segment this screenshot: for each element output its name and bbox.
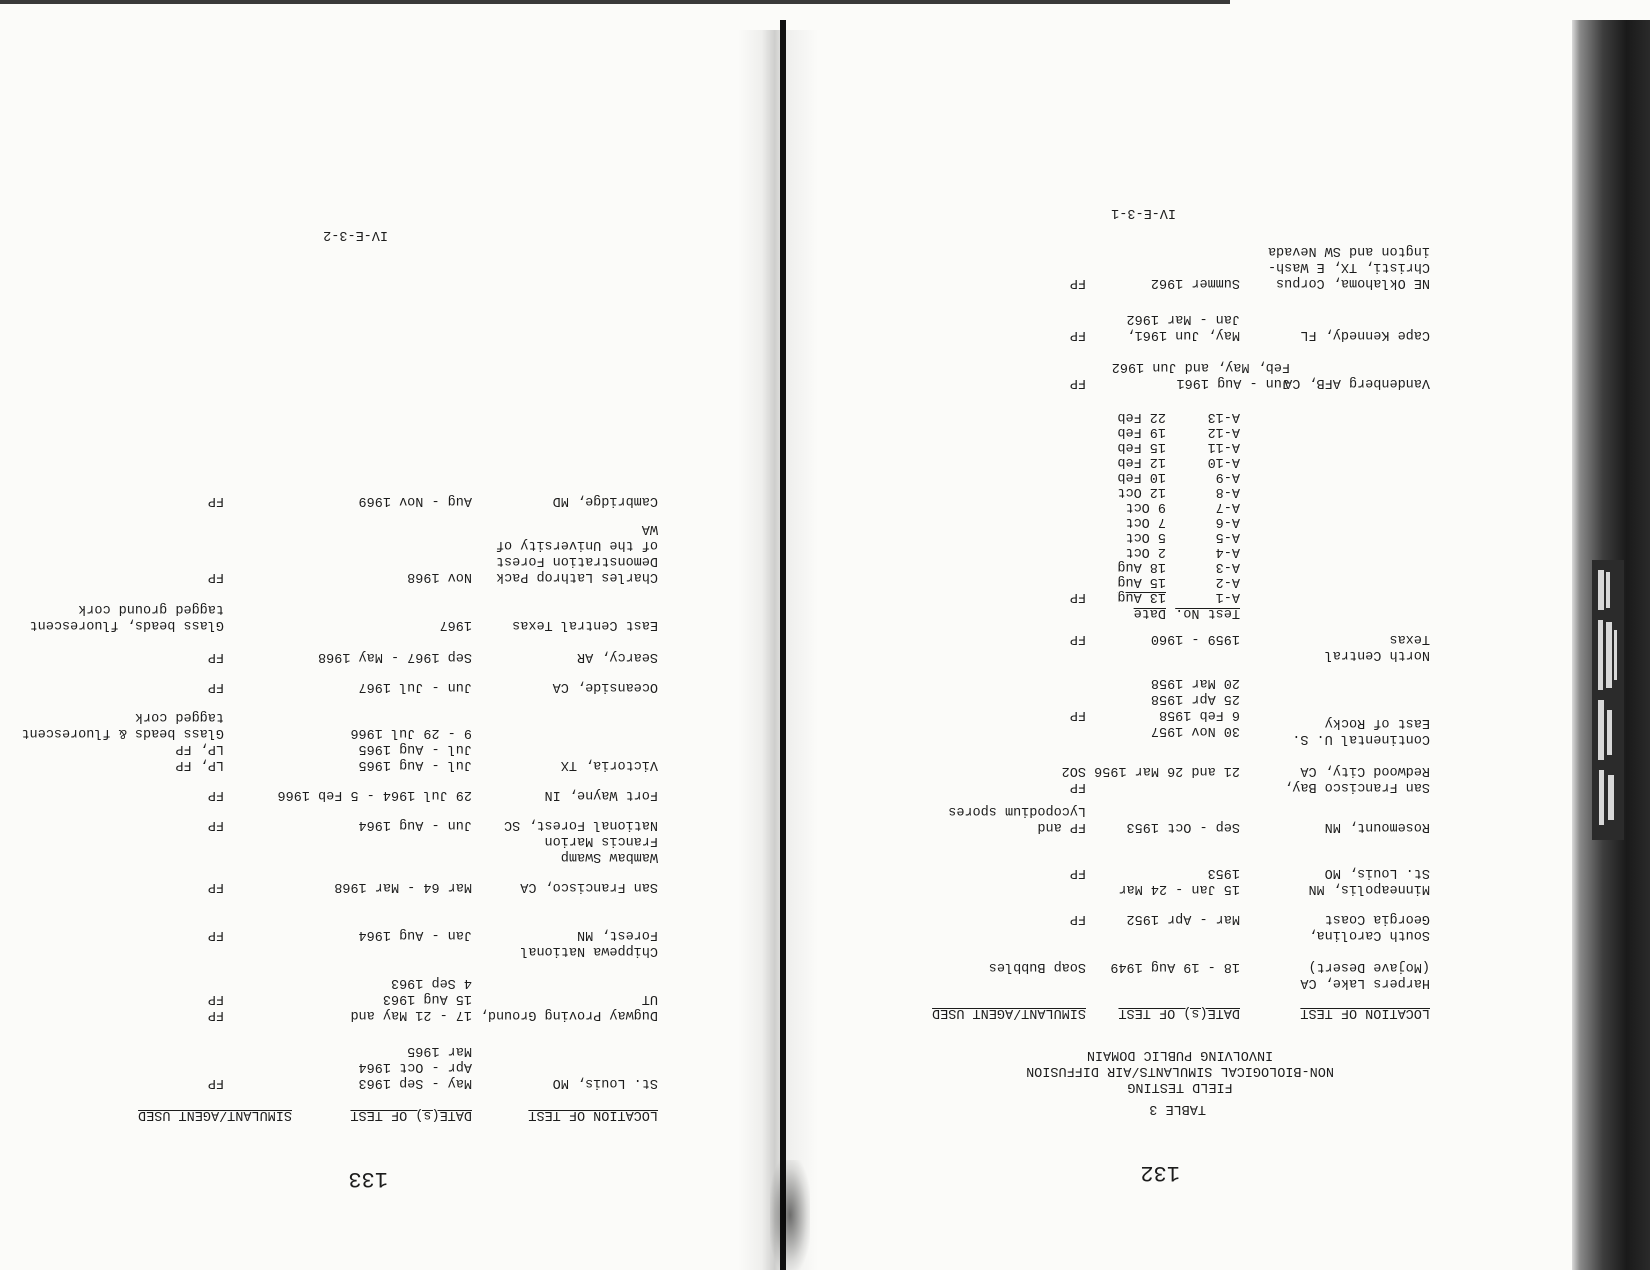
column-header-location: LOCATION OF TEST <box>1300 1005 1430 1020</box>
table-row-date: Mar - Apr 1952 <box>1126 911 1240 926</box>
table-row-location: Minneapolis, MN St. Louis, MO <box>1308 865 1430 896</box>
subtable-date: 7 Oct <box>1125 514 1166 529</box>
table-row-location: Continental U. S. East of Rocky <box>1292 715 1430 746</box>
table-row-location: Dugway Proving Ground, UT <box>479 991 658 1022</box>
table-row-date: 21 and 26 Mar 1956 <box>1094 763 1240 778</box>
subtable-agent: FP <box>1069 589 1086 604</box>
table-row-location: Chippewa National Forest, MN <box>520 927 658 958</box>
table-row-agent: FP <box>1069 911 1086 926</box>
table-title-line: INVOLVING PUBLIC DOMAIN <box>1086 1047 1274 1062</box>
table-row-date: Mar 64 - Mar 1968 <box>334 879 472 894</box>
column-header-agent: SIMULANT/AGENT USED <box>932 1005 1086 1020</box>
table-row-location: Searcy, AR <box>576 649 658 664</box>
table-row-location: Rosemount, MN <box>1324 819 1430 834</box>
table-row-date: Jun - Aug 1964 <box>358 817 472 832</box>
table-row-date: Nov 1968 <box>407 569 472 584</box>
table-row-location: East Central Texas <box>512 617 658 632</box>
subtable-date: 15 Aug <box>1117 574 1166 589</box>
table-row-location: St. Louis, MO <box>552 1075 658 1090</box>
table-row-date: Jan - Aug 1964 <box>358 927 472 942</box>
table-title-line: NON-BIOLOGICAL SIMULANTS/AIR DIFFUSION <box>1026 1063 1334 1078</box>
table-row-date: 15 Jan - 24 Mar 1953 <box>1118 865 1240 896</box>
table-row-location: Vandenberg AFB, CA <box>1284 375 1430 390</box>
table-row-location: NE Oklahoma, Corpus Christi, TX, E Wash- ington and SW Nevada <box>1267 243 1430 290</box>
subtable-test-no: A-5 <box>1215 529 1240 544</box>
table-row-date: 29 Jul 1964 - 5 Feb 1966 <box>277 787 472 802</box>
table-row-agent: FP FP <box>207 991 224 1022</box>
table-row-agent: FP <box>207 817 224 832</box>
table-row-date: 30 Nov 1957 6 Feb 1958 25 Apr 1958 20 Mar 1958 <box>1150 675 1240 738</box>
page-133 <box>0 0 770 1270</box>
column-header-location: LOCATION OF TEST <box>528 1107 658 1122</box>
subtable-test-no: A-2 <box>1215 574 1240 589</box>
subtable-date: 22 Feb <box>1117 409 1166 424</box>
subtable-date: 5 Oct <box>1125 529 1166 544</box>
table-row-location: Oceanside, CA <box>552 679 658 694</box>
column-header-date: DATE(s) OF TEST <box>1118 1005 1240 1020</box>
subtable-test-no: A-13 <box>1207 409 1240 424</box>
table-row-location: Cape Kennedy, FL <box>1300 327 1430 342</box>
table-row-agent: FP <box>207 1075 224 1090</box>
book-gutter <box>780 20 786 1270</box>
table-row-location: Victoria, TX <box>560 757 658 772</box>
table-row-date: Jun - Aug 1961 Feb, May, and Jun 1962 <box>1111 359 1290 390</box>
library-stamp-image <box>1592 560 1624 840</box>
subtable-date: 9 Oct <box>1125 499 1166 514</box>
table-row-date: Sep - Oct 1953 <box>1126 819 1240 834</box>
table-row-agent: FP <box>1069 865 1086 880</box>
table-row-agent: FP <box>207 649 224 664</box>
table-row-location: San Francisco Bay, Redwood City, CA <box>1284 763 1430 794</box>
table-row-agent: FP <box>207 679 224 694</box>
column-header-date: DATE(s) OF TEST <box>350 1107 472 1122</box>
subtable-test-no: A-6 <box>1215 514 1240 529</box>
table-row-agent: FP <box>1069 275 1086 290</box>
table-row-location: Harpers Lake, CA (Mojave Desert) <box>1300 959 1430 990</box>
page-number: 133 <box>348 1166 388 1191</box>
subtable-test-no: A-12 <box>1207 424 1240 439</box>
table-row-date: 1959 - 1960 <box>1150 631 1240 646</box>
subtable-date: 12 Feb <box>1117 454 1166 469</box>
table-row-agent: Glass beads, fluorescent tagged ground cork <box>29 601 224 632</box>
table-row-date: 1967 <box>439 617 472 632</box>
subtable-test-no: A-10 <box>1207 454 1240 469</box>
subtable-header-test-no: Test No. <box>1175 605 1240 620</box>
table-row-agent: FP <box>1069 707 1086 722</box>
column-header-agent: SIMULANT/AGENT USED <box>138 1107 292 1122</box>
subtable-date: 18 Aug <box>1117 559 1166 574</box>
table-row-date: Jun - Jul 1967 <box>358 679 472 694</box>
page-132 <box>800 0 1570 1270</box>
table-row-agent: FP <box>207 927 224 942</box>
page-number: 132 <box>1140 1160 1180 1185</box>
subtable-test-no: A-9 <box>1215 469 1240 484</box>
table-row-date: 18 - 19 Aug 1949 <box>1110 959 1240 974</box>
page-footer-code: IV-E-3-2 <box>323 227 388 242</box>
table-row-location: San Francisco, CA <box>520 879 658 894</box>
table-row-date: May - Sep 1963 Apr - Oct 1964 Mar 1965 <box>358 1043 472 1090</box>
table-row-location: Wambaw Swamp Francis Marion National Forest, SC <box>504 817 658 864</box>
table-row-date: 17 - 21 May and 15 Aug 1963 4 Sep 1963 <box>350 975 472 1022</box>
table-row-agent: FP <box>207 879 224 894</box>
table-row-date: Jul - Aug 1965 Jul - Aug 1965 9 - 29 Jul 1966 <box>350 725 472 772</box>
table-row-agent: FP <box>1069 375 1086 390</box>
table-row-agent: FP and Lycopodium spores <box>948 803 1086 834</box>
subtable-test-no: A-8 <box>1215 484 1240 499</box>
table-row-location: North Central Texas <box>1324 631 1430 662</box>
subtable-test-no: A-3 <box>1215 559 1240 574</box>
table-row-date: Summer 1962 <box>1150 275 1240 290</box>
subtable-test-no: A-11 <box>1207 439 1240 454</box>
table-row-agent: Soap Bubbles <box>988 959 1086 974</box>
page-footer-code: IV-E-3-1 <box>1111 205 1176 220</box>
table-row-agent: FP <box>1069 327 1086 342</box>
table-row-location: Charles Lathrop Pack Demonstration Forest of the University of WA <box>495 521 658 584</box>
table-row-agent: FP <box>207 569 224 584</box>
table-row-agent: FP <box>207 493 224 508</box>
table-row-date: Sep 1967 - May 1968 <box>318 649 472 664</box>
table-label: TABLE 3 <box>1149 1101 1206 1116</box>
table-row-date: Aug - Nov 1969 <box>358 493 472 508</box>
table-row-agent: FP <box>1069 631 1086 646</box>
subtable-date: 12 Oct <box>1117 484 1166 499</box>
subtable-test-no: A-4 <box>1215 544 1240 559</box>
table-row-agent: LP, FP LP, FP Glass beads & fluorescent tagged cork <box>21 709 224 772</box>
subtable-date: 19 Feb <box>1117 424 1166 439</box>
subtable-date: 2 Oct <box>1125 544 1166 559</box>
table-row-location: Fort Wayne, IN <box>544 787 658 802</box>
subtable-date: 15 Feb <box>1117 439 1166 454</box>
subtable-test-no: A-1 <box>1215 589 1240 604</box>
table-title-line: FIELD TESTING <box>1127 1079 1233 1094</box>
table-row-agent: FP <box>207 787 224 802</box>
table-row-agent: FP SO2 <box>1061 763 1086 794</box>
subtable-test-no: A-7 <box>1215 499 1240 514</box>
table-row-location: South Carolina, Georgia Coast <box>1308 911 1430 942</box>
table-row-date: May, Jun 1961, Jan - Mar 1962 <box>1126 311 1240 342</box>
subtable-header-date: Date <box>1133 605 1166 620</box>
subtable-date: 13 Aug <box>1117 589 1166 604</box>
subtable-date: 10 Feb <box>1117 469 1166 484</box>
table-row-location: Cambridge, MD <box>552 493 658 508</box>
